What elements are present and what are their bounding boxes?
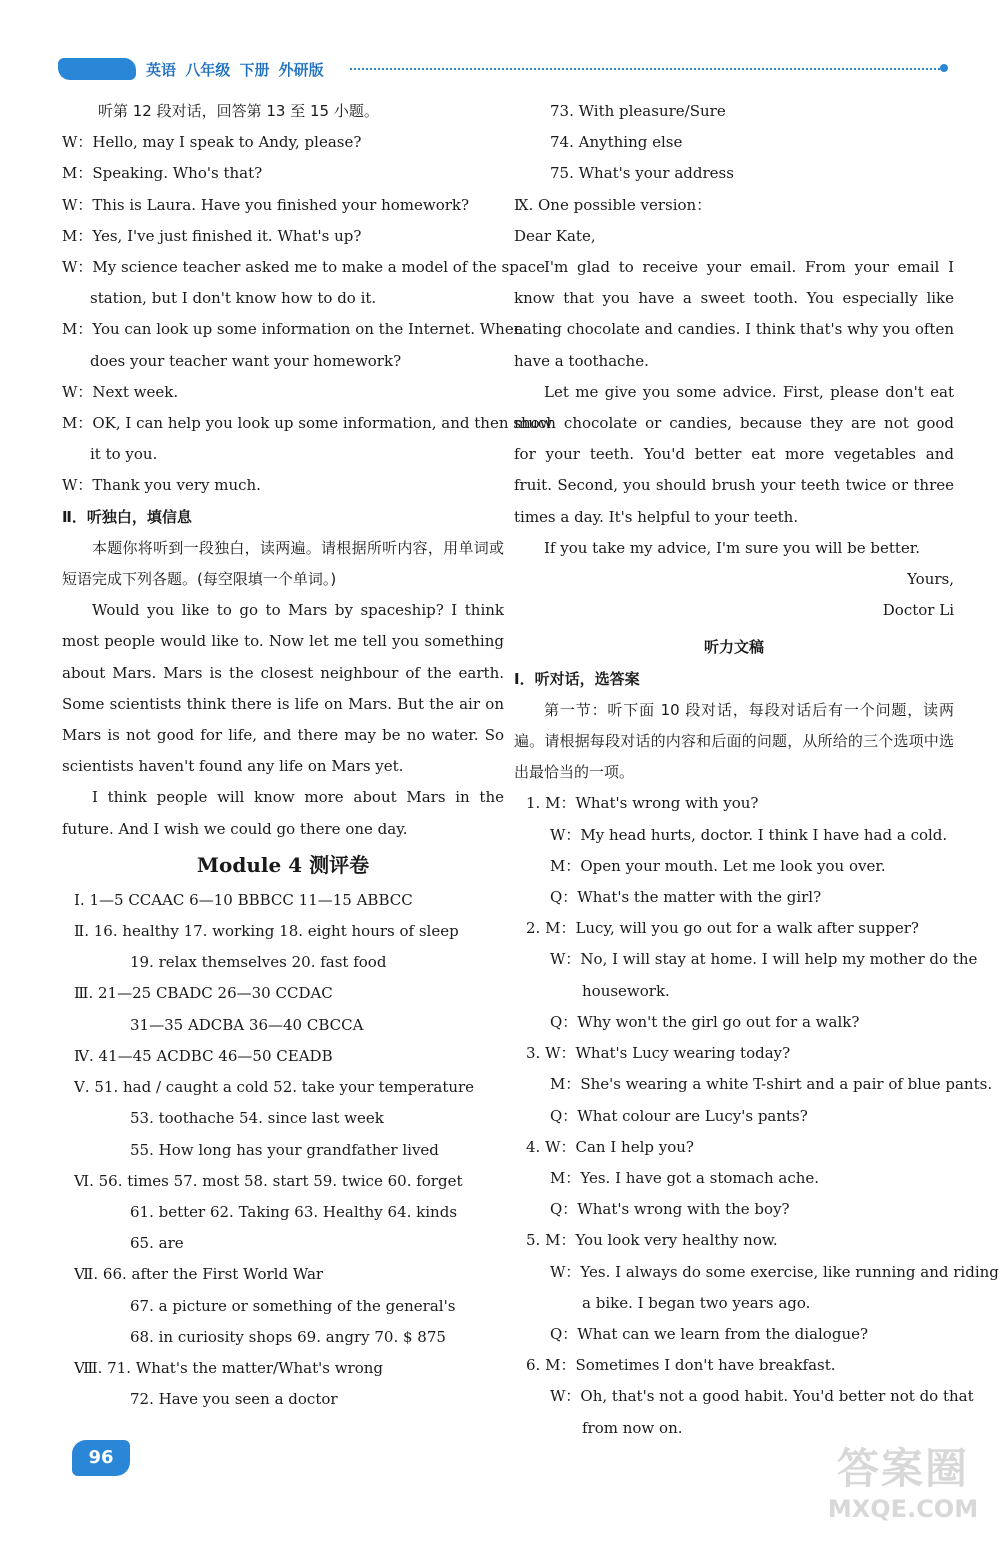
monologue-paragraph-2: I think people will know more about Mars in the future. And I wish we could go there one day. <box>62 788 504 838</box>
watermark-text-bottom: MXQE.COM <box>827 1495 979 1523</box>
dialogue-intro: 听第 12 段对话，回答第 13 至 15 小题。 <box>98 102 379 120</box>
dialogue-line-cont: does your teacher want your homework? <box>90 351 402 370</box>
transcript-line: M：She's wearing a white T-shirt and a pair of blue pants. <box>550 1075 993 1094</box>
answer-line: Ⅵ. 56. times 57. most 58. start 59. twice 60. forget <box>74 1171 463 1190</box>
dialogue-line: W：This is Laura. Have you finished your homework? <box>62 195 470 214</box>
answer-line: Ⅷ. 71. What's the matter/What's wrong <box>74 1358 384 1377</box>
answer-line-cont: 55. How long has your grandfather lived <box>130 1140 439 1159</box>
transcript-line: Q：What colour are Lucy's pants? <box>550 1106 808 1125</box>
letter-paragraph-1: I'm glad to receive your email. From your email I know that you have a sweet tooth. You especially like eating chocolate and candies. I think that's why you often have a toothache. <box>514 258 954 370</box>
answer-line-cont: 75. What's your address <box>550 164 734 183</box>
answer-line: Ⅴ. 51. had / caught a cold 52. take your temperature <box>74 1078 475 1097</box>
answer-line-cont: 19. relax themselves 20. fast food <box>130 953 387 972</box>
answer-line-cont: 67. a picture or something of the general's <box>130 1296 456 1315</box>
transcript-line: 3. W：What's Lucy wearing today? <box>526 1044 791 1063</box>
answer-line-cont: 61. better 62. Taking 63. Healthy 64. kinds <box>130 1202 458 1221</box>
answer-line-cont: 53. toothache 54. since last week <box>130 1109 384 1128</box>
letter-signature: Doctor Li <box>882 601 954 620</box>
transcript-line: W：Yes. I always do some exercise, like running and riding <box>550 1262 999 1281</box>
transcript-line: 2. M：Lucy, will you go out for a walk after supper? <box>526 919 919 938</box>
answer-line: Ⅰ. 1—5 CCAAC 6—10 BBBCC 11—15 ABBCC <box>74 890 413 909</box>
transcript-title: 听力文稿 <box>703 638 764 657</box>
answer-line-cont: 31—35 ADCBA 36—40 CBCCA <box>130 1015 364 1034</box>
transcript-line: W：Oh, that's not a good habit. You'd better not do that <box>550 1387 974 1406</box>
answer-line-cont: 65. are <box>130 1234 184 1253</box>
transcript-line-cont: a bike. I began two years ago. <box>582 1293 811 1312</box>
dialogue-line: W：Next week. <box>62 382 179 401</box>
transcript-line: Q：What's the matter with the girl? <box>550 888 822 907</box>
transcript-line: W：My head hurts, doctor. I think I have had a cold. <box>550 825 948 844</box>
dialogue-line-cont: station, but I don't know how to do it. <box>90 289 377 308</box>
monologue-paragraph-1: Would you like to go to Mars by spaceship? I think most people would like to. Now let me tell you something about Mars. Mars is the closest neighbour of the earth. Some scientists think there is life on Mars. But the air on Mars is not good for life, and there may be no water. So scientists haven't found any life on Mars yet. <box>62 601 504 776</box>
right-column <box>514 96 999 1444</box>
header-dotted-rule <box>350 68 940 70</box>
section-2-title: Ⅱ．听独白，填信息 <box>62 507 192 526</box>
answer-line: Ⅶ. 66. after the First World War <box>74 1265 324 1284</box>
letter-closing: Yours, <box>907 570 954 589</box>
dialogue-line: W：Hello, may I speak to Andy, please? <box>62 133 362 152</box>
header-logo-block <box>58 58 136 80</box>
transcript-line: W：No, I will stay at home. I will help my mother do the <box>550 950 978 969</box>
answer-line: Ⅳ. 41—45 ACDBC 46—50 CEADB <box>74 1046 333 1065</box>
header-title: 英语 八年级 下册 外研版 <box>146 61 324 79</box>
transcript-line: M：Yes. I have got a stomach ache. <box>550 1168 820 1187</box>
transcript-line: 1. M：What's wrong with you? <box>526 794 759 813</box>
section-9-label: Ⅸ. One possible version： <box>514 195 712 214</box>
transcript-line: 5. M：You look very healthy now. <box>526 1231 778 1250</box>
dialogue-line: W：My science teacher asked me to make a model of the space <box>62 258 546 277</box>
page-header <box>58 58 948 82</box>
watermark-logo <box>818 1444 988 1530</box>
page-number-badge: 96 <box>72 1440 130 1476</box>
dialogue-line: M：Speaking. Who's that? <box>62 164 263 183</box>
dialogue-line: W：Thank you very much. <box>62 476 261 495</box>
dialogue-line: M：OK, I can help you look up some information, and then show <box>62 414 553 433</box>
answer-line-cont: 73. With pleasure/Sure <box>550 102 726 120</box>
answer-line-cont: 68. in curiosity shops 69. angry 70. $ 875 <box>130 1327 446 1346</box>
transcript-line: 6. M：Sometimes I don't have breakfast. <box>526 1356 836 1375</box>
answer-line-cont: 74. Anything else <box>550 133 683 152</box>
module-title: Module 4 测评卷 <box>196 852 370 877</box>
letter-paragraph-3: If you take my advice, I'm sure you will be better. <box>544 538 921 557</box>
section-2-instructions: 本题你将听到一段独白，读两遍。请根据所听内容，用单词或短语完成下列各题。(每空限填一个单词。) <box>62 538 504 589</box>
section-1-instructions: 第一节：听下面 10 段对话，每段对话后有一个问题，读两遍。请根据每段对话的内容和后面的问题，从所给的三个选项中选出最恰当的一项。 <box>514 700 954 782</box>
answer-line: Ⅱ. 16. healthy 17. working 18. eight hours of sleep <box>74 922 459 941</box>
dialogue-line-cont: it to you. <box>90 445 158 464</box>
transcript-line: M：Open your mouth. Let me look you over. <box>550 856 886 875</box>
transcript-line-cont: from now on. <box>582 1418 683 1437</box>
letter-greeting: Dear Kate, <box>514 226 596 245</box>
transcript-line: Q：What can we learn from the dialogue? <box>550 1324 869 1343</box>
header-rule-end-dot <box>940 64 948 72</box>
answer-line: Ⅲ. 21—25 CBADC 26—30 CCDAC <box>74 984 333 1003</box>
transcript-line: Q：Why won't the girl go out for a walk? <box>550 1012 860 1031</box>
section-1-title: Ⅰ．听对话，选答案 <box>514 669 640 688</box>
left-column <box>62 96 553 1415</box>
dialogue-line: M：Yes, I've just finished it. What's up? <box>62 226 362 245</box>
watermark-text-top: 答案圈 <box>836 1444 969 1493</box>
transcript-line: 4. W：Can I help you? <box>526 1137 694 1156</box>
letter-paragraph-2: Let me give you some advice. First, please don't eat much chocolate or candies, because they are not good for your teeth. You'd better eat more vegetables and fruit. Second, you should brush your teeth twice or three times a day. It's helpful to your teeth. <box>514 382 954 526</box>
dialogue-line: M：You can look up some information on the Internet. When <box>62 320 524 339</box>
answer-line-cont: 72. Have you seen a doctor <box>130 1390 338 1409</box>
transcript-line-cont: housework. <box>582 981 670 1000</box>
transcript-line: Q：What's wrong with the boy? <box>550 1200 790 1219</box>
